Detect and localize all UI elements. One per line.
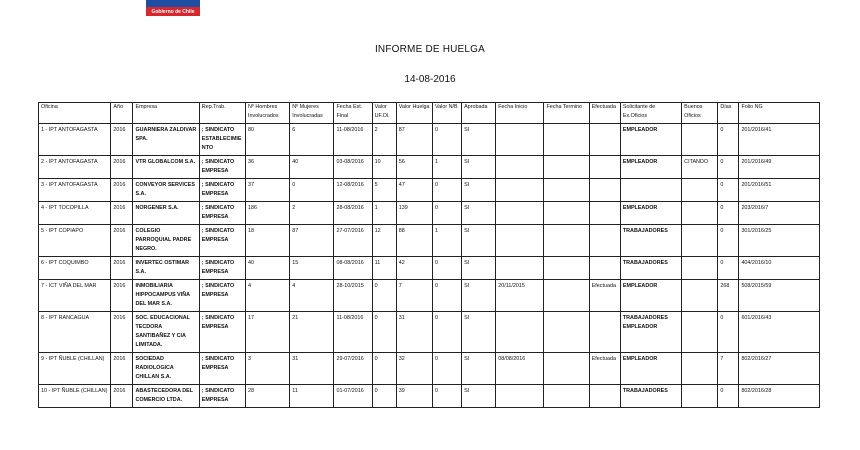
table-cell [496, 124, 544, 156]
table-cell: 3 - IPT ANTOFAGASTA [39, 179, 111, 202]
table-cell: ; SINDICATO EMPRESA [199, 353, 245, 385]
table-cell: 301/2016/25 [739, 225, 820, 257]
table-cell [496, 156, 544, 179]
column-header: Efectuada [589, 103, 620, 124]
table-cell: 10 - IPT ÑUBLE (CHILLAN) [39, 385, 111, 408]
table-cell: 88 [396, 225, 432, 257]
table-cell: 2016 [111, 156, 133, 179]
table-cell: 08-08/2016 [334, 257, 372, 280]
table-cell: 37 [246, 179, 290, 202]
table-cell: 29-07/2016 [334, 353, 372, 385]
table-cell: SI [462, 156, 496, 179]
table-cell: 2016 [111, 225, 133, 257]
table-cell [496, 179, 544, 202]
table-cell: 32 [396, 353, 432, 385]
table-cell: 0 [718, 257, 739, 280]
table-cell: 508/2015/59 [739, 280, 820, 312]
column-header: Folio NG [739, 103, 820, 124]
table-cell: 27-07/2016 [334, 225, 372, 257]
table-cell: 10 [372, 156, 396, 179]
table-cell [544, 353, 589, 385]
table-cell: SI [462, 124, 496, 156]
table-cell: 0 [432, 312, 461, 353]
table-cell: EMPLEADOR [620, 124, 681, 156]
table-cell: 56 [396, 156, 432, 179]
table-cell [682, 257, 718, 280]
table-cell: 87 [290, 225, 334, 257]
table-cell: ; SINDICATO EMPRESA [199, 312, 245, 353]
table-cell [544, 225, 589, 257]
table-cell: 0 [718, 225, 739, 257]
table-cell: 5 [372, 179, 396, 202]
table-cell [496, 225, 544, 257]
table-cell [589, 257, 620, 280]
table-cell: 2016 [111, 280, 133, 312]
table-cell: SI [462, 385, 496, 408]
table-cell: 18 [246, 225, 290, 257]
table-cell: 12 [372, 225, 396, 257]
table-cell: 40 [246, 257, 290, 280]
column-header: Año [111, 103, 133, 124]
table-header-row [39, 103, 820, 124]
table-cell: 47 [396, 179, 432, 202]
table-cell: ; SINDICATO ESTABLECIMIENTO [199, 124, 245, 156]
table-cell: TRABAJADORES [620, 225, 681, 257]
table-cell: 11 [290, 385, 334, 408]
table-row [39, 257, 820, 280]
column-header: Fecha Termino [544, 103, 589, 124]
column-header: Solicitante de Ex.Oficios [620, 103, 681, 124]
table-cell: EMPLEADOR [620, 353, 681, 385]
column-header: Valor N/B [432, 103, 461, 124]
table-cell: 0 [718, 156, 739, 179]
table-row [39, 124, 820, 156]
table-cell [589, 156, 620, 179]
table-cell: 0 [432, 179, 461, 202]
table-cell: 40 [290, 156, 334, 179]
table-cell: 0 [372, 312, 396, 353]
table-cell: NORGENER S.A. [133, 202, 199, 225]
column-header: Empresa [133, 103, 199, 124]
table-cell [544, 385, 589, 408]
table-cell [589, 385, 620, 408]
table-cell: 36 [246, 156, 290, 179]
table-cell: 802/2016/27 [739, 353, 820, 385]
column-header: Días [718, 103, 739, 124]
table-cell: 4 - IPT TOCOPILLA [39, 202, 111, 225]
table-cell: 9 - IPT ÑUBLE (CHILLAN) [39, 353, 111, 385]
table-cell: 1 [372, 202, 396, 225]
table-cell: 0 [432, 257, 461, 280]
table-cell: 201/2016/51 [739, 179, 820, 202]
table-cell: TRABAJADORES EMPLEADOR [620, 312, 681, 353]
table-cell: CITANDO [682, 156, 718, 179]
table-row [39, 312, 820, 353]
table-cell [589, 179, 620, 202]
table-cell: 0 [432, 202, 461, 225]
column-header: Rep.Trab. [199, 103, 245, 124]
table-cell: SOCIEDAD RADIOLOGICA CHILLAN S.A. [133, 353, 199, 385]
table-row [39, 156, 820, 179]
table-cell: 186 [246, 202, 290, 225]
table-cell: 601/2016/43 [739, 312, 820, 353]
table-cell: SI [462, 225, 496, 257]
table-cell: SOC. EDUCACIONAL TECDORA SANTIBAÑEZ Y CIA LIMITADA. [133, 312, 199, 353]
table-cell: Efectuada [589, 353, 620, 385]
table-cell [496, 312, 544, 353]
table-cell: ; SINDICATO EMPRESA [199, 179, 245, 202]
table-cell: 7 [396, 280, 432, 312]
table-cell: 0 [432, 124, 461, 156]
table-cell: SI [462, 280, 496, 312]
table-row [39, 353, 820, 385]
column-header: Buenos Oficios [682, 103, 718, 124]
table-cell: SI [462, 353, 496, 385]
table-row [39, 225, 820, 257]
table-cell: ; SINDICATO EMPRESA [199, 202, 245, 225]
table-cell: 0 [372, 280, 396, 312]
table-cell: ABASTECEDORA DEL COMERCIO LTDA. [133, 385, 199, 408]
table-cell: GUARNIERA ZALDIVAR SPA. [133, 124, 199, 156]
table-cell [589, 202, 620, 225]
table-cell: COLEGIO PARROQUIAL PADRE NEGRO. [133, 225, 199, 257]
table-cell: ; SINDICATO EMPRESA [199, 257, 245, 280]
table-cell: ; SINDICATO EMPRESA [199, 225, 245, 257]
table-cell: 0 [718, 124, 739, 156]
column-header: Valor Huelga [396, 103, 432, 124]
table-cell [682, 280, 718, 312]
table-cell [682, 202, 718, 225]
table-cell: 17 [246, 312, 290, 353]
table-cell: 1 - IPT ANTOFAGASTA [39, 124, 111, 156]
table-cell: 39 [396, 385, 432, 408]
table-cell: 15 [290, 257, 334, 280]
table-cell [544, 202, 589, 225]
table-cell: 0 [432, 280, 461, 312]
table-cell [682, 312, 718, 353]
table-cell: 2016 [111, 202, 133, 225]
table-cell: 0 [718, 385, 739, 408]
table-cell: 12-08/2016 [334, 179, 372, 202]
table-cell [682, 385, 718, 408]
table-cell: EMPLEADOR [620, 280, 681, 312]
table-cell: INVERTEC OSTIMAR S.A. [133, 257, 199, 280]
table-cell: 21 [290, 312, 334, 353]
table-cell [589, 225, 620, 257]
table-cell: 2016 [111, 353, 133, 385]
table-cell: 139 [396, 202, 432, 225]
table-cell: 0 [432, 353, 461, 385]
column-header: Aprobada [462, 103, 496, 124]
table-cell: 8 - IPT RANCAGUA [39, 312, 111, 353]
table-cell: 268 [718, 280, 739, 312]
table-cell: 7 [718, 353, 739, 385]
table-cell: EMPLEADOR [620, 156, 681, 179]
table-cell [589, 312, 620, 353]
table-cell [496, 257, 544, 280]
column-header: Fecha Est. Final [334, 103, 372, 124]
table-cell: 7 - ICT VIÑA DEL MAR [39, 280, 111, 312]
table-cell: 20/11/2015 [496, 280, 544, 312]
column-header: Valor UF.Ol. [372, 103, 396, 124]
table-cell: 42 [396, 257, 432, 280]
table-cell: 201/2016/49 [739, 156, 820, 179]
table-cell: 4 [246, 280, 290, 312]
table-cell: ; SINDICATO EMPRESA [199, 385, 245, 408]
table-cell: 404/2016/10 [739, 257, 820, 280]
table-cell [544, 124, 589, 156]
table-cell [496, 385, 544, 408]
logo-text: Gobierno de Chile [151, 9, 195, 15]
table-cell: 08/08/2016 [496, 353, 544, 385]
table-cell: SI [462, 179, 496, 202]
table-cell: 28 [246, 385, 290, 408]
table-cell: SI [462, 202, 496, 225]
table-cell [544, 280, 589, 312]
table-cell: 2016 [111, 312, 133, 353]
table-cell: 2 [290, 202, 334, 225]
table-cell: 11-08/2016 [334, 312, 372, 353]
table-cell: 2016 [111, 385, 133, 408]
table-cell: 01-07/2016 [334, 385, 372, 408]
column-header: Fecha Inicio [496, 103, 544, 124]
table-cell: Efectuada [589, 280, 620, 312]
table-cell [544, 312, 589, 353]
table-row [39, 280, 820, 312]
table-cell: 6 [290, 124, 334, 156]
table-cell [682, 225, 718, 257]
table-cell: 87 [396, 124, 432, 156]
table-cell: 2 - IPT ANTOFAGASTA [39, 156, 111, 179]
report-title: INFORME DE HUELGA [374, 44, 486, 55]
table-cell [544, 179, 589, 202]
table-cell: INMOBILIARIA HIPPOCAMPUS VIÑA DEL MAR S.A. [133, 280, 199, 312]
table-cell: 203/2016/7 [739, 202, 820, 225]
table-cell: 0 [432, 385, 461, 408]
table-cell: 3 [246, 353, 290, 385]
table-cell: 201/2016/41 [739, 124, 820, 156]
table-cell [682, 124, 718, 156]
table-cell: 80 [246, 124, 290, 156]
table-cell: 1 [432, 156, 461, 179]
table-cell: 0 [290, 179, 334, 202]
table-row [39, 385, 820, 408]
table-cell: 28-10/2015 [334, 280, 372, 312]
table-cell: 2016 [111, 124, 133, 156]
table-cell: 03-08/2016 [334, 156, 372, 179]
table-cell [682, 353, 718, 385]
table-cell [589, 124, 620, 156]
table-cell: 2016 [111, 179, 133, 202]
table-cell: VTR GLOBALCOM S.A. [133, 156, 199, 179]
table-cell: ; SINDICATO EMPRESA [199, 280, 245, 312]
table-cell: 11-08/2016 [334, 124, 372, 156]
table-cell: 6 - IPT COQUIMBO [39, 257, 111, 280]
table-row [39, 179, 820, 202]
table-cell: 802/2016/28 [739, 385, 820, 408]
table-cell: 28-08/2016 [334, 202, 372, 225]
table-row [39, 202, 820, 225]
table-cell: 0 [372, 385, 396, 408]
table-cell [620, 179, 681, 202]
table-cell: 31 [290, 353, 334, 385]
table-cell: SI [462, 312, 496, 353]
table-cell: 2 [372, 124, 396, 156]
table-cell: 11 [372, 257, 396, 280]
table-cell: 0 [718, 179, 739, 202]
report-date: 14-08-2016 [404, 74, 456, 85]
table-cell: 1 [432, 225, 461, 257]
table-cell [682, 179, 718, 202]
table-cell: 5 - IPT COPIAPO [39, 225, 111, 257]
table-cell: 4 [290, 280, 334, 312]
strike-report-table [38, 102, 820, 408]
column-header: Nº Hombres Involucrados [246, 103, 290, 124]
table-cell: TRABAJADORES [620, 385, 681, 408]
table-cell: SI [462, 257, 496, 280]
table-cell: ; SINDICATO EMPRESA [199, 156, 245, 179]
table-cell [496, 202, 544, 225]
column-header: Nº Mujeres Involucradas [290, 103, 334, 124]
column-header: Oficina [39, 103, 111, 124]
table-cell: EMPLEADOR [620, 202, 681, 225]
table-cell: 0 [718, 312, 739, 353]
table-cell: 2016 [111, 257, 133, 280]
gobierno-de-chile-logo [146, 0, 200, 16]
table-cell: TRABAJADORES [620, 257, 681, 280]
table-cell [544, 257, 589, 280]
table-cell [544, 156, 589, 179]
table-cell: 31 [396, 312, 432, 353]
table-cell: CONVEYOR SERVICES S.A. [133, 179, 199, 202]
table-cell: 0 [718, 202, 739, 225]
table-cell: 0 [372, 353, 396, 385]
